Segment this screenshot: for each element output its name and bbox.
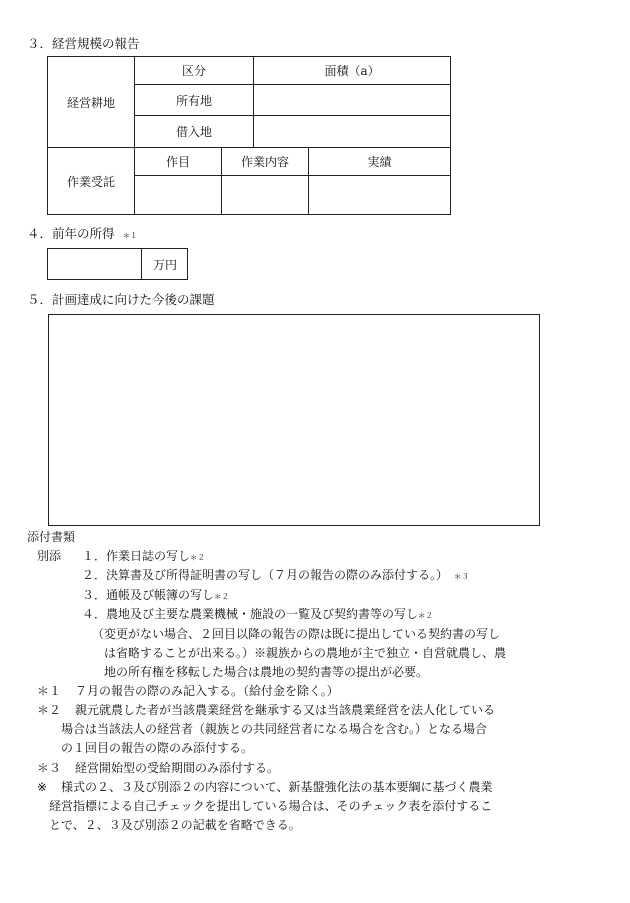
note-3-text: 経営開始型の受給期間のみ添付する。 <box>75 761 280 775</box>
attachment-item-1-text: １．作業日誌の写し <box>82 549 191 563</box>
header-area: 面積（a） <box>254 57 451 85</box>
work-content-cell[interactable] <box>222 176 309 215</box>
header-work-content: 作業内容 <box>222 148 309 176</box>
leased-area-cell[interactable] <box>254 116 451 148</box>
note-1-text: ７月の報告の際のみ記入する。（給付金を除く。） <box>75 684 339 698</box>
note-3-mark: ＊３ <box>37 761 62 775</box>
attachment-item-4-note-3: 地の所有権を移転した場合は農地の契約書等の提出が必要。 <box>104 665 429 679</box>
attachment-item-2-mark: ＊３ <box>454 572 470 581</box>
section-4-title <box>27 224 138 242</box>
crop-cell[interactable] <box>135 176 222 215</box>
section-4-mark: ＊１ <box>122 231 138 240</box>
farm-scale-table <box>47 56 451 215</box>
attachment-item-3 <box>82 586 229 606</box>
header-kubun: 区分 <box>135 57 254 85</box>
attachment-item-2-text: ２．決算書及び所得証明書の写し（７月の報告の際のみ添付する。） <box>82 568 449 582</box>
row-owned-label: 所有地 <box>135 85 254 116</box>
section-5-title: ５．計画達成に向けた今後の課題 <box>27 292 215 307</box>
attachment-item-3-mark: ＊２ <box>214 592 230 601</box>
attachment-item-4 <box>82 605 433 625</box>
note-2-line-2: 場合は当該法人の経営者（親族との共同経営者になる場合を含む。）となる場合 <box>61 722 488 736</box>
attachment-item-4-note-1: （変更がない場合、２回目以降の報告の際は既に提出している契約書の写し <box>92 627 501 641</box>
section-4-title-text: ４．前年の所得 <box>27 226 115 241</box>
note-2-line-1: 親元就農した者が当該農業経営を継承する又は当該農業経営を法人化している <box>75 703 496 717</box>
kome-line-2: 経営指標による自己チェックを提出している場合は、そのチェック表を添付するこ <box>49 799 493 813</box>
attachments-heading: 添付書類 <box>27 530 76 544</box>
betten-label: 別添 <box>37 549 62 563</box>
income-input[interactable] <box>48 249 142 279</box>
header-crop: 作目 <box>135 148 222 176</box>
attachment-item-3-text: ３．通帳及び帳簿の写し <box>82 588 215 602</box>
kome-line-3: とで、２、３及び別添２の記載を省略できる。 <box>49 818 301 832</box>
result-cell[interactable] <box>309 176 451 215</box>
attachment-item-4-note-2: は省略することが出来る。）※親族からの農地が主で独立・自営就農し、農 <box>104 646 507 660</box>
attachment-item-4-text: ４．農地及び主要な農業機械・施設の一覧及び契約書等の写し <box>82 607 419 621</box>
note-1-mark: ＊１ <box>37 684 62 698</box>
note-2-mark: ＊２ <box>37 703 62 717</box>
income-box <box>47 248 188 280</box>
header-result: 実績 <box>309 148 451 176</box>
income-unit: 万円 <box>152 257 177 272</box>
row-leased-label: 借入地 <box>135 116 254 148</box>
kome-mark: ※ <box>37 780 48 794</box>
attachment-item-4-mark: ＊２ <box>418 611 434 620</box>
contract-work-label: 作業受託 <box>48 148 135 215</box>
attachment-item-2 <box>82 566 469 586</box>
future-issues-box[interactable] <box>48 314 540 526</box>
owned-area-cell[interactable] <box>254 85 451 116</box>
kome-line-1: 様式の２、３及び別添２の内容について、新基盤強化法の基本要綱に基づく農業 <box>61 780 493 794</box>
section-3-title: ３．経営規模の報告 <box>27 36 140 51</box>
attachment-item-1-mark: ＊２ <box>190 553 206 562</box>
farmland-label: 経営耕地 <box>48 57 135 148</box>
attachment-item-1 <box>82 547 205 567</box>
note-2-line-3: の１回目の報告の際のみ添付する。 <box>61 741 254 755</box>
